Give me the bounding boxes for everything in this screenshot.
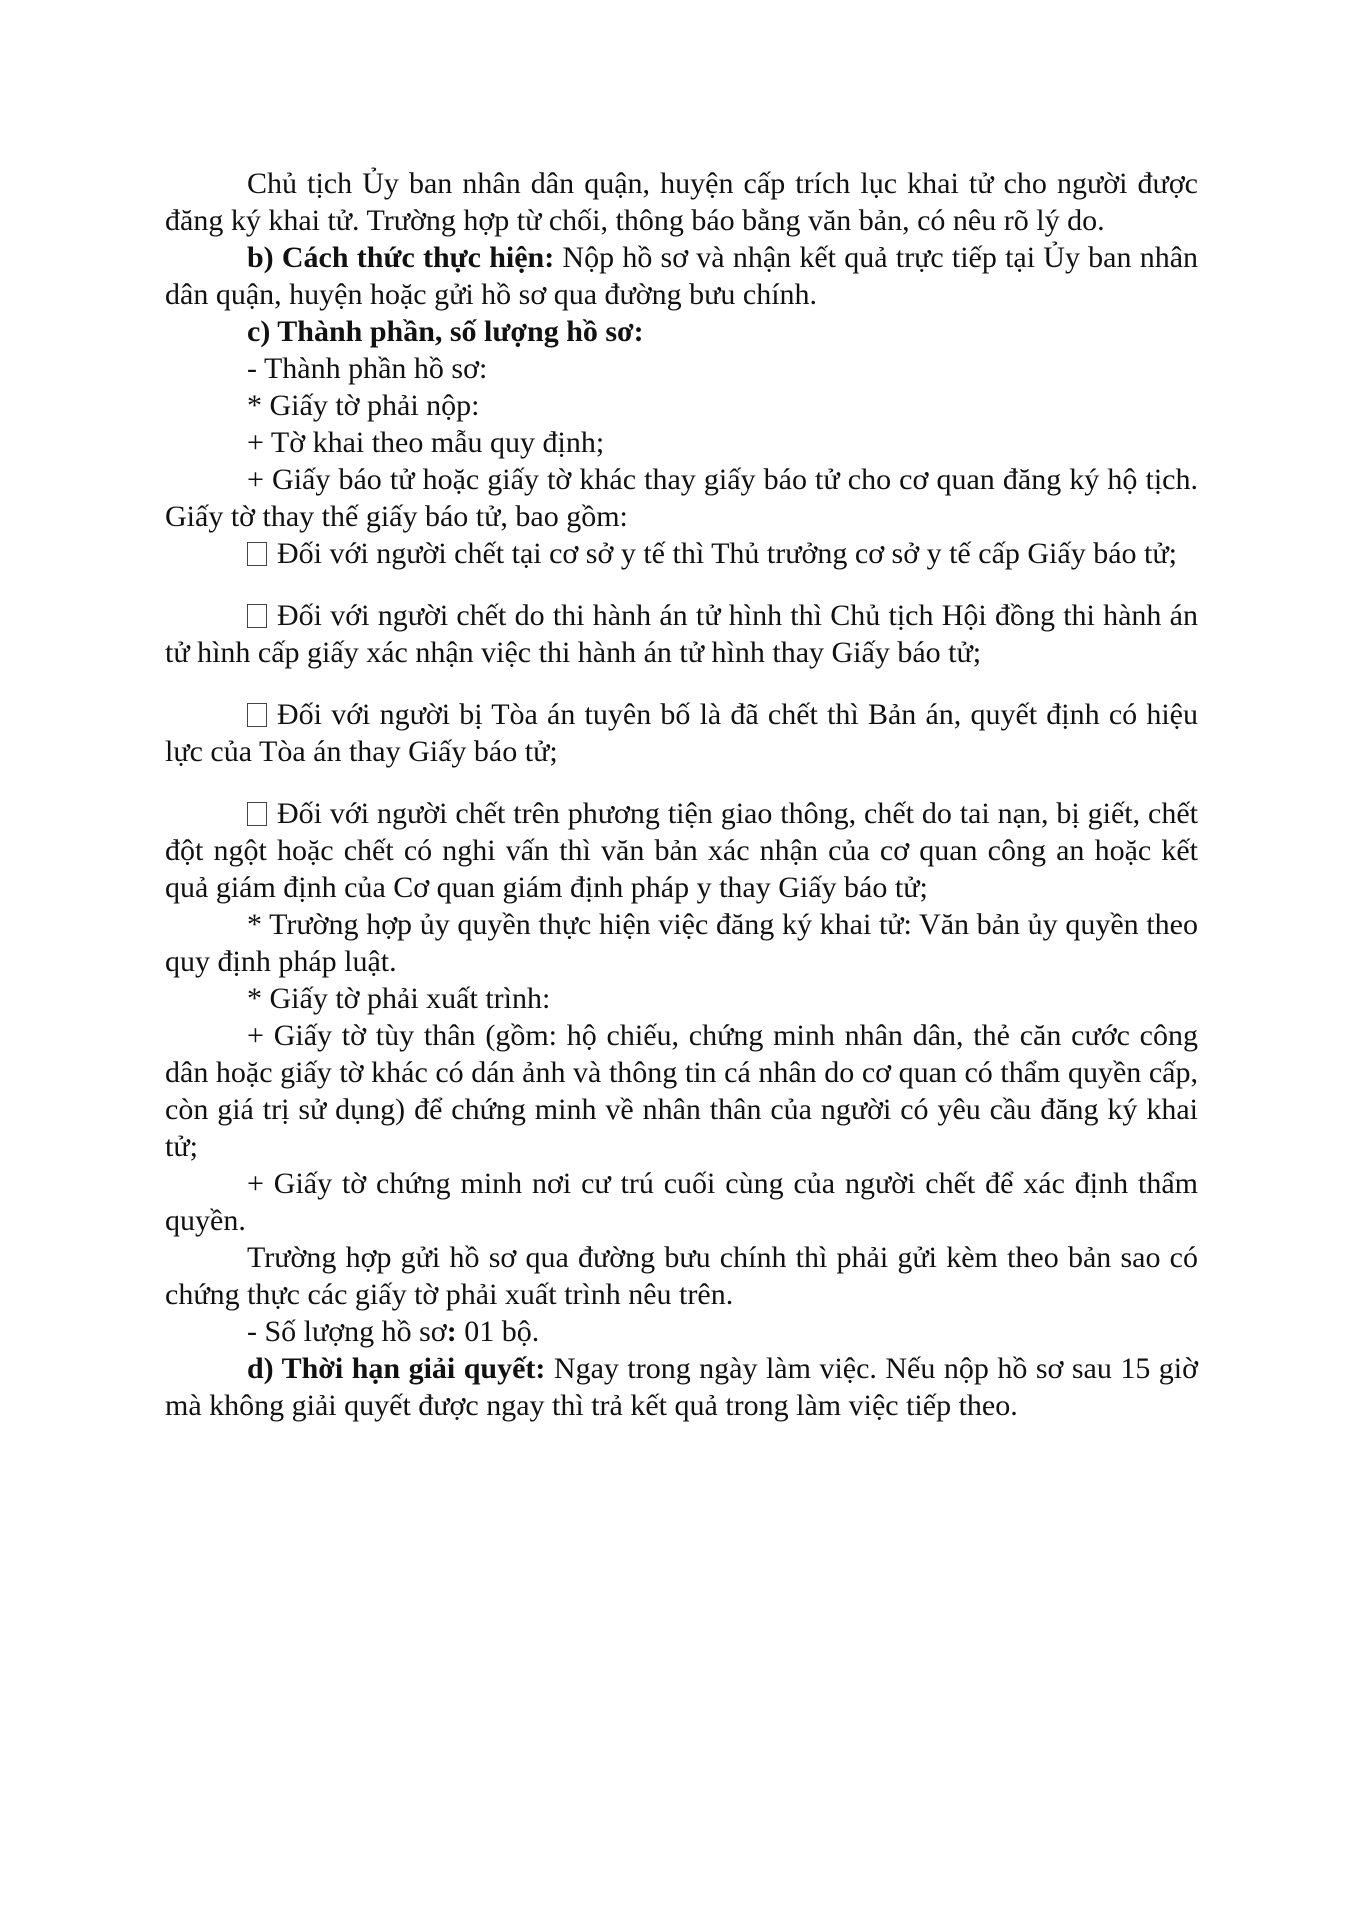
paragraph-components-heading bbox=[165, 313, 1198, 350]
bullet-item-accident bbox=[165, 795, 1198, 906]
bullet-text: Đối với người bị Tòa án tuyên bố là đã chết thì Bản án, quyết định có hiệu lực của Tòa án thay Giấy báo tử; bbox=[165, 698, 1198, 768]
paragraph-postal-submission: Trường hợp gửi hồ sơ qua đường bưu chính thì phải gửi kèm theo bản sao có chứng thực các giấy tờ phải xuất trình nêu trên. bbox=[165, 1241, 1198, 1311]
paragraph-declaration-form: + Tờ khai theo mẫu quy định; bbox=[247, 426, 605, 459]
quantity-value: 01 bộ. bbox=[456, 1315, 540, 1348]
paragraph-identity-docs: + Giấy tờ tùy thân (gồm: hộ chiếu, chứng minh nhân dân, thẻ căn cước công dân hoặc giấy tờ khác có dán ảnh và thông tin cá nhân do cơ quan có thẩm quyền cấp, còn giá trị sử dụng) để chứng minh về nhân thân của người có yêu cầu đăng ký khai tử; bbox=[165, 1019, 1198, 1163]
paragraph-residence-proof: + Giấy tờ chứng minh nơi cư trú cuối cùng của người chết để xác định thẩm quyền. bbox=[165, 1167, 1198, 1237]
bullet-text: Đối với người chết trên phương tiện giao thông, chết do tai nạn, bị giết, chết đột ngột hoặc chết có nghi vấn thì văn bản xác nhận của cơ quan công an hoặc kết quả giám định của Cơ quan giám định pháp y thay Giấy báo tử; bbox=[165, 797, 1198, 904]
components-heading: c) Thành phần, số lượng hồ sơ: bbox=[247, 315, 644, 348]
bullet-item-medical-facility bbox=[165, 535, 1198, 572]
method-text: Nộp hồ sơ và nhận kết quả trực tiếp tại Ủy ban nhân dân quận, huyện hoặc gửi hồ sơ qua đường bưu chính. bbox=[165, 241, 1199, 311]
paragraph-issuance: Chủ tịch Ủy ban nhân dân quận, huyện cấp trích lục khai tử cho người được đăng ký khai tử. Trường hợp từ chối, thông báo bằng văn bản, có nêu rõ lý do. bbox=[165, 167, 1198, 237]
quantity-label: - Số lượng hồ sơ bbox=[247, 1315, 447, 1348]
paragraph-deadline bbox=[165, 1350, 1198, 1424]
checkbox-bullet-icon bbox=[247, 604, 267, 628]
paragraph-quantity bbox=[165, 1313, 1198, 1350]
quantity-colon: : bbox=[446, 1315, 457, 1348]
bullet-item-execution bbox=[165, 597, 1198, 671]
checkbox-bullet-icon bbox=[247, 542, 267, 566]
paragraph-docs-to-present: * Giấy tờ phải xuất trình: bbox=[247, 982, 551, 1015]
bullet-item-court-declared bbox=[165, 696, 1198, 770]
bullet-text: Đối với người chết do thi hành án tử hình thì Chủ tịch Hội đồng thi hành án tử hình cấp giấy xác nhận việc thi hành án tử hình thay Giấy báo tử; bbox=[165, 599, 1198, 669]
document-body bbox=[165, 165, 1198, 1424]
checkbox-bullet-icon bbox=[247, 703, 267, 727]
paragraph-required-docs: * Giấy tờ phải nộp: bbox=[247, 389, 480, 422]
paragraph-authorization: * Trường hợp ủy quyền thực hiện việc đăng ký khai tử: Văn bản ủy quyền theo quy định pháp luật. bbox=[165, 908, 1198, 978]
deadline-text: Ngay trong ngày làm việc. Nếu nộp hồ sơ sau 15 giờ mà không giải quyết được ngay thì trả kết quả trong làm việc tiếp theo. bbox=[165, 1352, 1199, 1422]
paragraph-components: - Thành phần hồ sơ: bbox=[247, 352, 488, 385]
paragraph-method bbox=[165, 239, 1198, 313]
bullet-text: Đối với người chết tại cơ sở y tế thì Thủ trưởng cơ sở y tế cấp Giấy báo tử; bbox=[277, 537, 1177, 570]
deadline-heading: d) Thời hạn giải quyết: bbox=[247, 1352, 546, 1385]
method-heading: b) Cách thức thực hiện: bbox=[247, 241, 555, 274]
checkbox-bullet-icon bbox=[247, 802, 267, 826]
paragraph-death-notice: + Giấy báo tử hoặc giấy tờ khác thay giấy báo tử cho cơ quan đăng ký hộ tịch. Giấy tờ thay thế giấy báo tử, bao gồm: bbox=[165, 463, 1198, 533]
